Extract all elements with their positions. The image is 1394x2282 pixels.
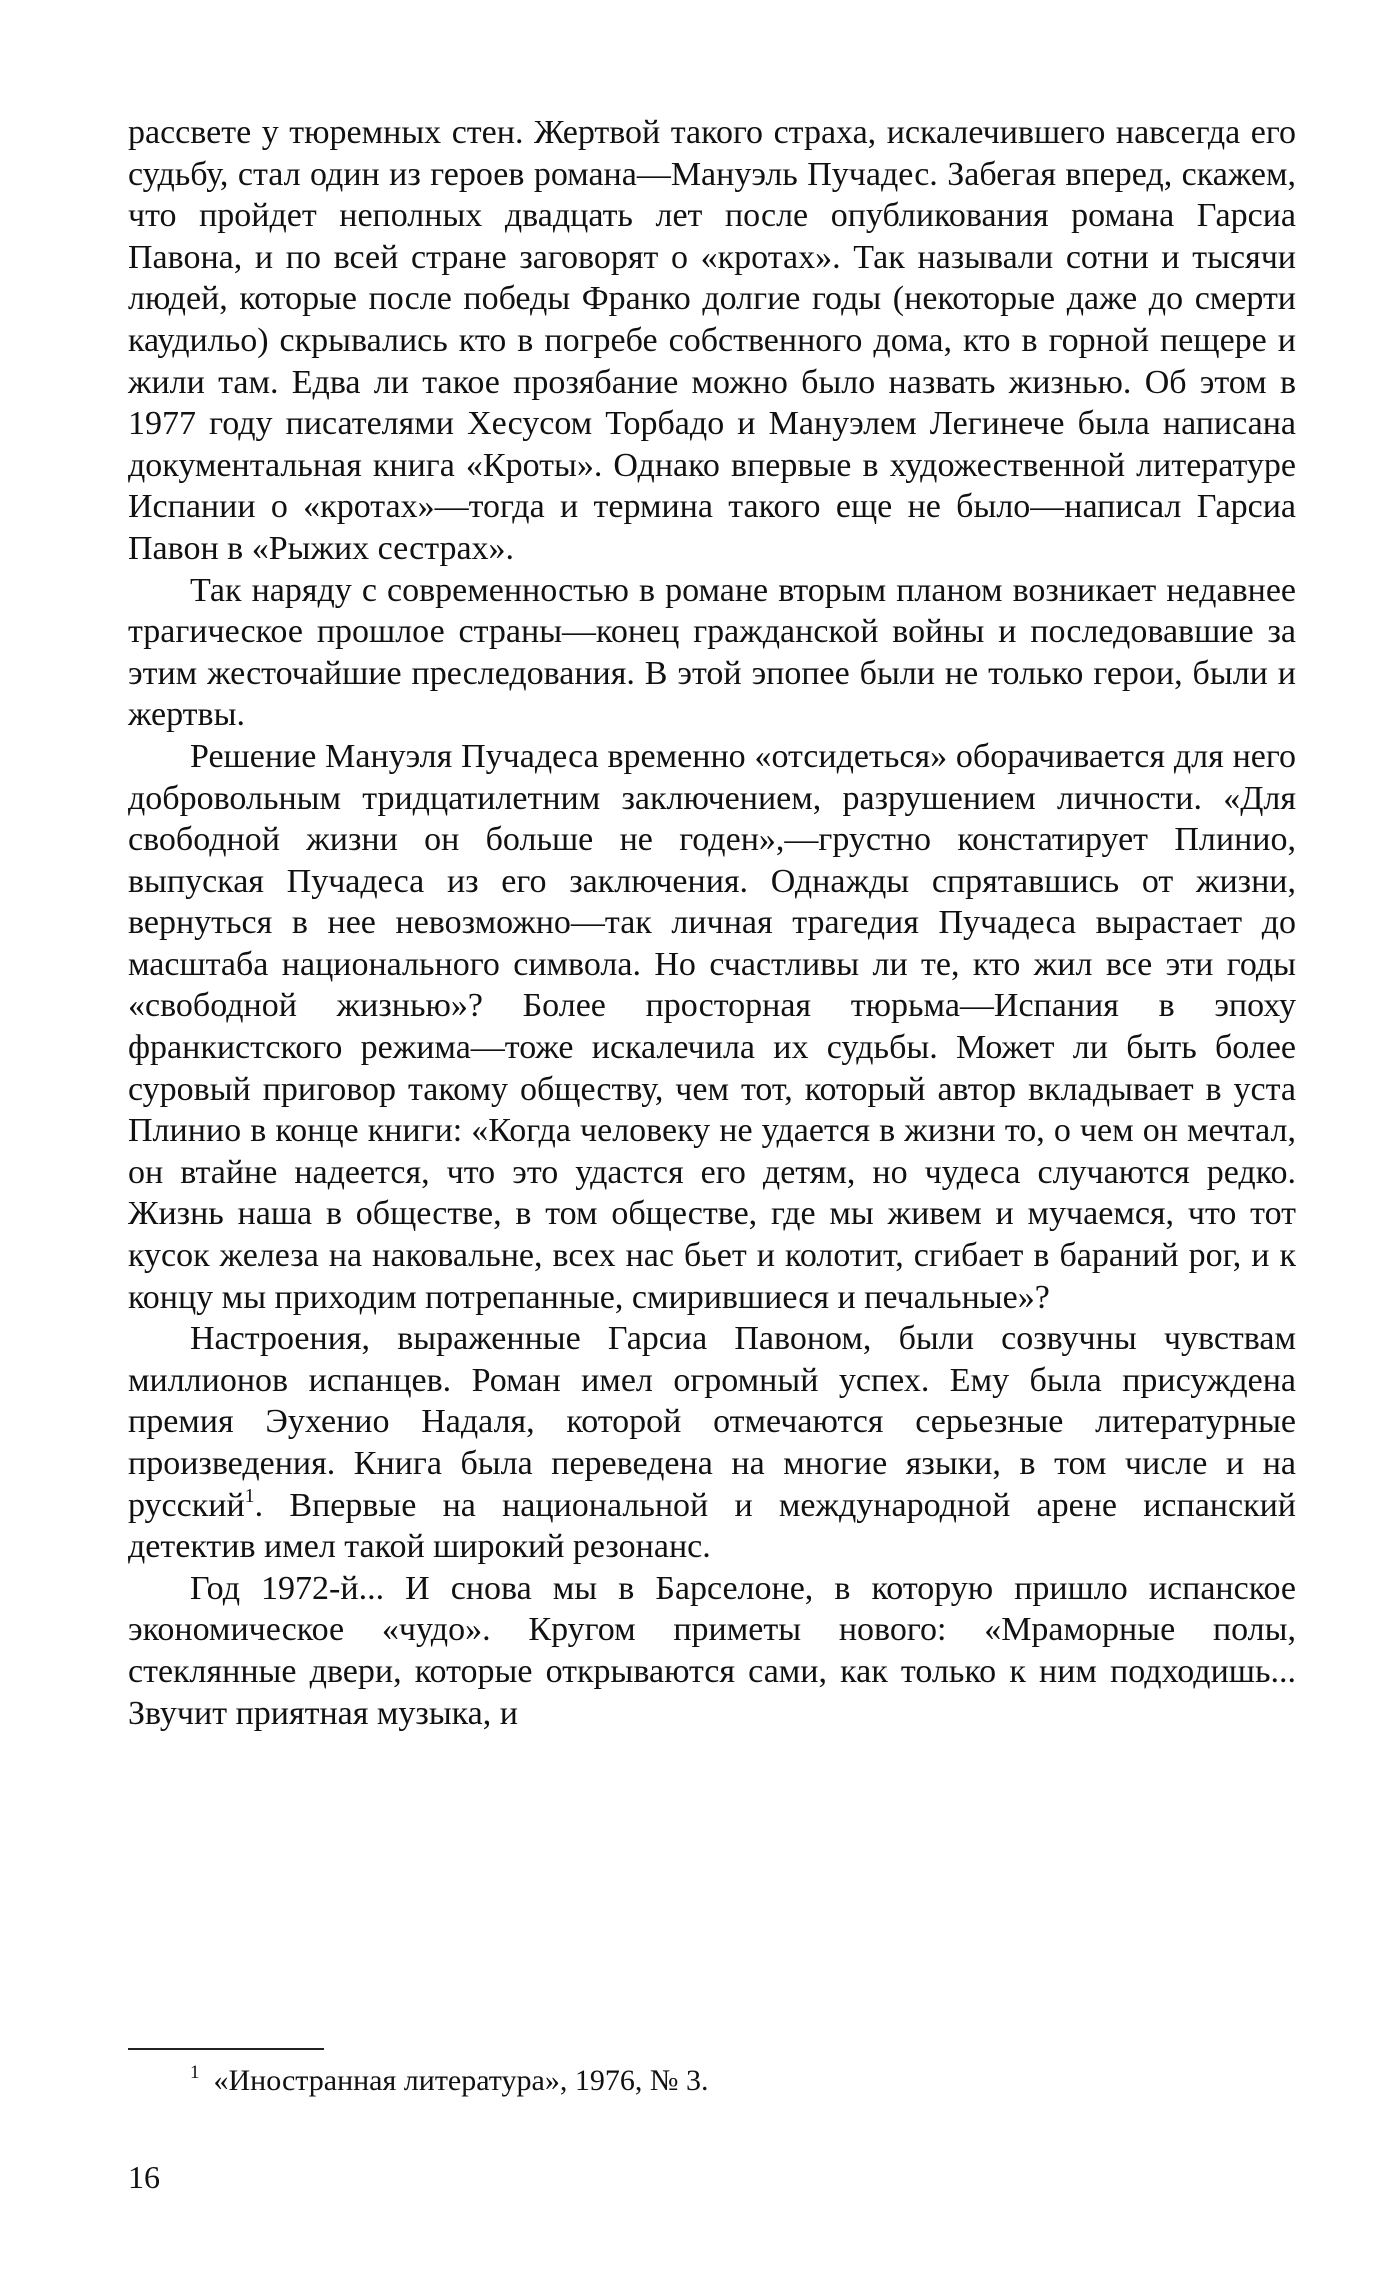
footnote-text: «Иностранная литература», 1976, № 3. — [213, 2064, 709, 2097]
footnote-number: 1 — [190, 2062, 200, 2083]
paragraph-4 — [128, 1318, 1296, 1568]
footnote — [190, 2063, 708, 2099]
page-body — [128, 112, 1296, 1734]
paragraph-4-text-a: Настроения, выраженные Гарсиа Павоном, были созвучны чувствам миллионов испанцев. Роман имел огромный успех. Ему была присуждена премия Эухенио Надаля, которой отмечаются серьезные литературные произведения. Книга была переведена на многие языки, в том числе и на русский — [128, 1320, 1296, 1524]
paragraph-4-text-b: . Впервые на национальной и международной арене испанский детектив имел такой широкий резонанс. — [128, 1486, 1296, 1566]
paragraph-5: Год 1972-й... И снова мы в Барселоне, в которую пришло испанское экономическое «чудо». Кругом приметы нового: «Мраморные полы, стеклянные двери, которые открываются сами, как только к ним подходишь... Звучит приятная музыка, и — [128, 1569, 1296, 1732]
page-number: 16 — [128, 2159, 160, 2195]
footnote-reference: 1 — [244, 1484, 255, 1507]
footnote-divider — [128, 2048, 324, 2050]
paragraph-3: Решение Мануэля Пучадеса временно «отсидеться» оборачивается для него добровольным тридцатилетним заключением, разрушением личности. «Для свободной жизни он больше не годен»,—грустно констатирует Плинио, выпуская Пучадеса из его заключения. Однажды спрятавшись от жизни, вернуться в нее невозможно—так личная трагедия Пучадеса вырастает до масштаба национального символа. Но счастливы ли те, кто жил все эти годы «свободной жизнью»? Более просторная тюрьма—Испания в эпоху франкистского режима—тоже искалечила их судьбы. Может ли быть более суровый приговор такому обществу, чем тот, который автор вкладывает в уста Плинио в конце книги: «Когда человеку не удается в жизни то, о чем он мечтал, он втайне надеется, что это удастся его детям, но чудеса случаются редко. Жизнь наша в обществе, в том обществе, где мы живем и мучаемся, что тот кусок железа на наковальне, всех нас бьет и колотит, сгибает в бараний рог, и к концу мы приходим потрепанные, смирившиеся и печальные»? — [128, 737, 1296, 1316]
paragraph-2: Так наряду с современностью в романе вторым планом возникает недавнее трагическое прошлое страны—конец гражданской войны и последовавшие за этим жесточайшие преследования. В этой эпопее были не только герои, были и жертвы. — [128, 571, 1296, 734]
paragraph-1: расcвете у тюремных стен. Жертвой такого страха, искалечившего навсегда его судьбу, стал один из героев романа—Мануэль Пучадес. Забегая вперед, скажем, что пройдет неполных двадцать лет после опубликования романа Гарсиа Павона, и по всей стране заговорят о «кротах». Так называли сотни и тысячи людей, которые после победы Франко долгие годы (некоторые даже до смерти каудильо) скрывались кто в погребе собственного дома, кто в горной пещере и жили там. Едва ли такое прозябание можно было назвать жизнью. Об этом в 1977 году писателями Хесусом Торбадо и Мануэлем Легинече была написана документальная книга «Кроты». Однако впервые в художественной литературе Испании о «кротах»—тогда и термина такого еще не было—написал Гарсиа Павон в «Рыжих сестрах». — [128, 114, 1296, 567]
